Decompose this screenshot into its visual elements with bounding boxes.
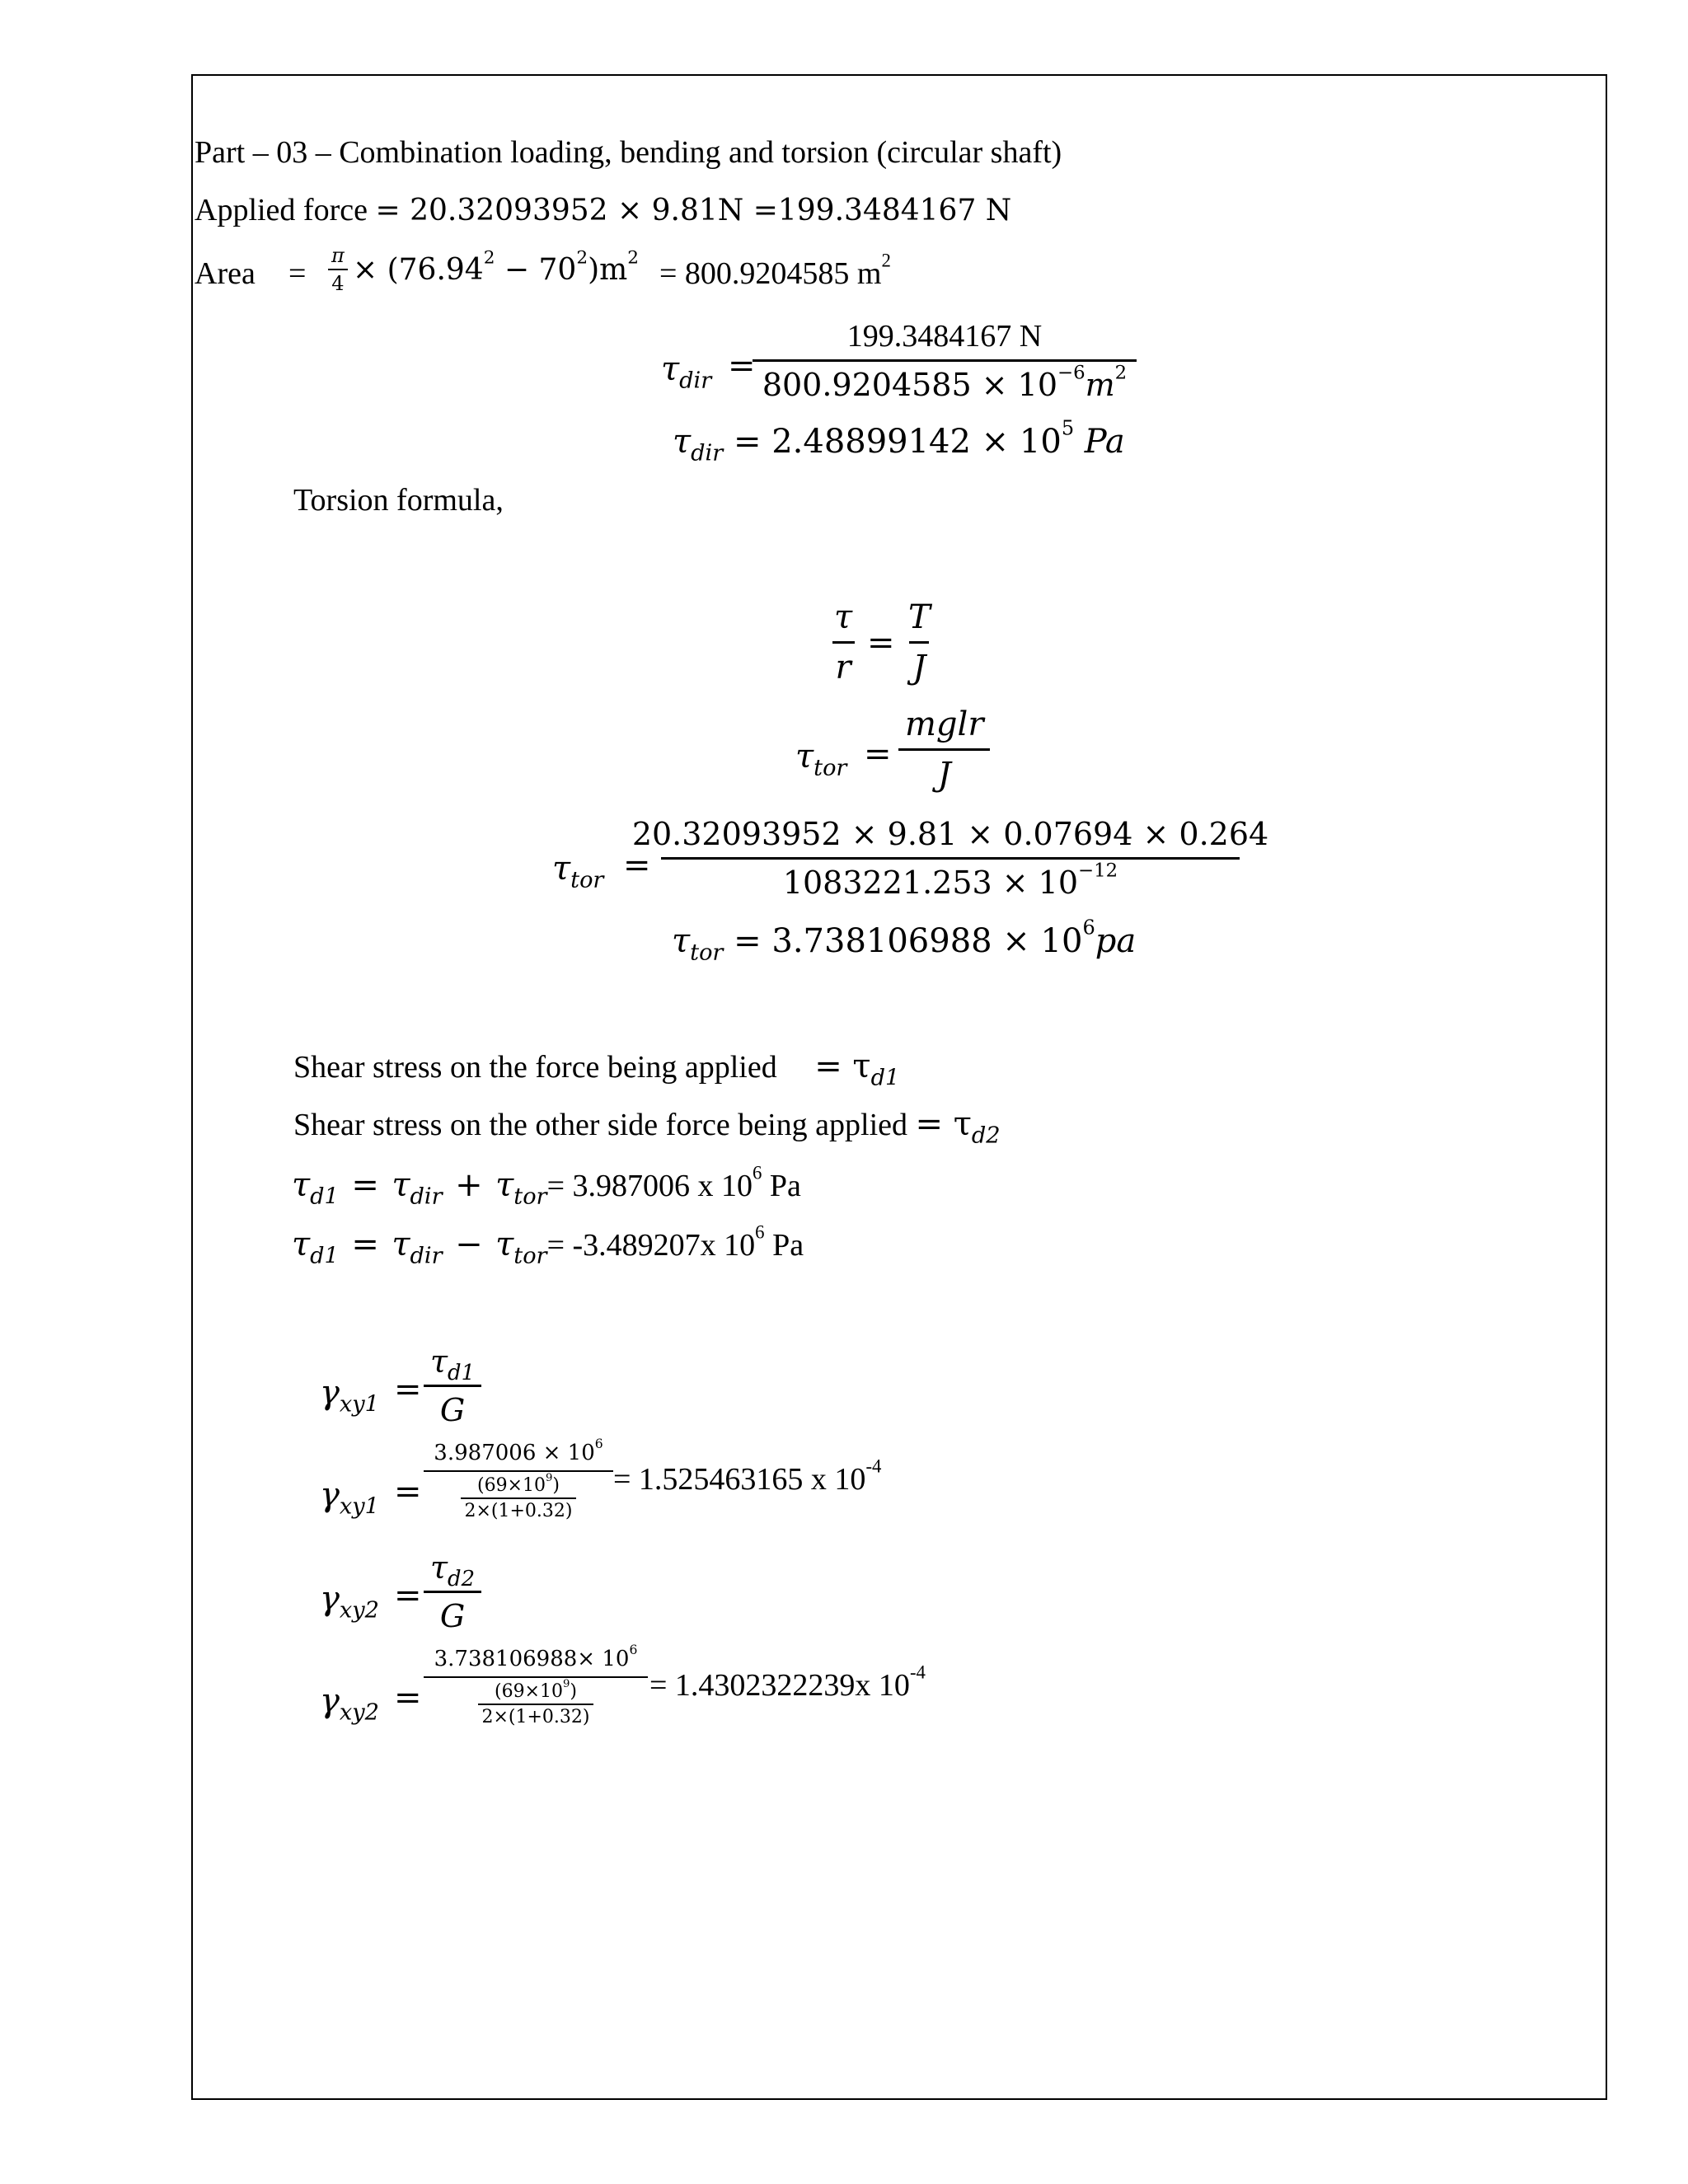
dir-subscript: dir — [410, 1183, 443, 1210]
area-result-text: = 800.9204585 m — [659, 256, 882, 291]
gamma-xy2-equals: = — [394, 1577, 422, 1615]
tau-tor-calc-numerator: 20.32093952 × 9.81 × 0.07694 × 0.264 — [631, 816, 1269, 852]
xy1-subscript: xy1 — [339, 1493, 379, 1520]
sum-value — [546, 1162, 801, 1203]
eq-tau: = τ — [814, 1047, 871, 1085]
gamma-xy1-calc-equals: = — [394, 1473, 422, 1511]
gamma-xy2-result — [649, 1661, 926, 1703]
shear-modulus-fraction — [461, 1472, 575, 1521]
sub-num-exp: 9 — [563, 1678, 570, 1691]
shear-line-2-eq — [915, 1105, 1001, 1149]
r-denominator: r — [832, 641, 855, 687]
tor-subscript: tor — [513, 1183, 547, 1210]
tau-tor — [495, 1226, 547, 1269]
area-sq1: 2 — [483, 247, 495, 269]
area-expr-a: × (76.94 — [353, 253, 484, 287]
applied-force-label: Applied force — [195, 193, 368, 227]
T-over-J-fraction — [905, 598, 934, 687]
tau-numerator: τ — [834, 598, 853, 636]
tor-subscript: tor — [570, 867, 604, 893]
equals: = — [351, 1226, 379, 1263]
area-label: Area — [195, 256, 256, 291]
sub-num-b: ) — [570, 1681, 577, 1702]
g1-num-a: 3.987006 × 10 — [434, 1441, 595, 1465]
tau-symbol: τ — [430, 1343, 448, 1380]
tau-symbol: τ — [392, 1166, 410, 1204]
tau-d2-over-G-fraction — [427, 1549, 478, 1634]
tau-dir-den-exp: −6 — [1057, 362, 1085, 384]
tau-tor-result-unit: pa — [1095, 922, 1137, 960]
tau-d2-numerator — [427, 1549, 478, 1591]
shear-modulus-num — [474, 1472, 563, 1497]
section-heading: Part – 03 – Combination loading, bending and torsion (circular shaft) — [195, 135, 1062, 170]
g2-result-exp: -4 — [909, 1661, 926, 1683]
area-equals: = — [288, 256, 307, 291]
tau-symbol: τ — [392, 1226, 410, 1263]
gamma-xy1-numerator — [430, 1436, 606, 1470]
tau-tor-result-a: = 3.738106988 × 10 — [734, 922, 1083, 960]
tau-tor-result-exp: 6 — [1082, 916, 1095, 940]
tau-d1-numerator — [427, 1343, 478, 1385]
gamma-xy1-lhs — [320, 1374, 379, 1418]
tau-tor-result — [672, 916, 1137, 966]
diff-value-text: = -3.489207x 10 — [546, 1228, 756, 1263]
diff-value — [546, 1221, 804, 1263]
diff-exponent: 6 — [755, 1221, 765, 1243]
tor-subscript: tor — [814, 755, 847, 781]
mglr-numerator: mglr — [905, 705, 984, 743]
tau-dir-denominator — [753, 359, 1137, 403]
g1-result-text: = 1.525463165 x 10 — [613, 1462, 866, 1497]
tor-subscript: tor — [513, 1243, 547, 1269]
dir-subscript: dir — [410, 1243, 443, 1269]
shear-modulus-den: 2×(1+0.32) — [478, 1704, 593, 1727]
shear-modulus-den: 2×(1+0.32) — [461, 1497, 575, 1521]
shear-modulus-num — [491, 1678, 580, 1704]
shear-line-1-text: Shear stress on the force being applied — [293, 1050, 777, 1085]
xy2-subscript: xy2 — [339, 1597, 379, 1624]
sub-num-a: (69×10 — [494, 1681, 563, 1702]
pi-over-4-fraction — [328, 244, 348, 295]
area-expr-b: − 70 — [495, 253, 577, 287]
tau-tor-calc-equals: = — [623, 846, 651, 884]
tau-dir-result-unit: Pa — [1074, 423, 1125, 461]
tau-dir-result-a: = 2.48899142 × 10 — [733, 423, 1062, 461]
sub-num-b: ) — [552, 1475, 560, 1496]
tau-dir-lhs — [661, 350, 712, 394]
d1-subscript: d1 — [310, 1243, 339, 1269]
J-denominator: J — [909, 641, 929, 687]
pi-symbol: π — [331, 244, 345, 267]
tau-dir-result — [673, 416, 1125, 466]
dir-subscript: dir — [679, 368, 712, 394]
G-denominator: G — [424, 1591, 481, 1634]
gamma-symbol: γ — [320, 1580, 340, 1618]
equals: = — [351, 1166, 379, 1204]
tor-subscript: tor — [690, 940, 724, 966]
tau-dir-result-exp: 5 — [1061, 416, 1075, 440]
tau-tor-lhs — [795, 738, 847, 781]
area-result — [659, 250, 891, 291]
d1-subscript: d1 — [870, 1065, 900, 1091]
area-sq3: 2 — [627, 247, 640, 269]
tau-symbol: τ — [292, 1166, 311, 1204]
tau-tor-calc-lhs — [552, 850, 604, 893]
g1-result-exp: -4 — [865, 1455, 882, 1477]
area-expr-c: )m — [588, 253, 628, 287]
sum-unit: Pa — [762, 1169, 801, 1203]
tau-dir-numerator: 199.3484167 N — [846, 319, 1043, 354]
tau-symbol: τ — [552, 850, 571, 888]
g2-num-exp: 6 — [629, 1642, 638, 1657]
sum-exponent: 6 — [753, 1162, 762, 1183]
gamma-xy2-lhs — [320, 1580, 379, 1624]
tau-symbol: τ — [430, 1549, 448, 1586]
tau-d1 — [292, 1166, 339, 1210]
gamma-xy2-denominator — [424, 1676, 648, 1727]
gamma-xy1-denominator — [424, 1470, 613, 1521]
sub-num-a: (69×10 — [476, 1475, 546, 1496]
tau-tor-calc-denominator — [661, 857, 1240, 901]
d2-subscript: d2 — [971, 1122, 1001, 1149]
minus-sign: − — [455, 1226, 483, 1263]
tau-symbol: τ — [661, 350, 680, 388]
shear-line-1 — [293, 1047, 900, 1091]
tau-tor-calc-fraction — [631, 816, 1269, 901]
tau-symbol: τ — [795, 738, 814, 776]
shear-line-2-text: Shear stress on the other side force being applied — [293, 1108, 907, 1142]
gamma-symbol: γ — [320, 1682, 340, 1720]
torsion-formula-label: Torsion formula, — [293, 483, 504, 518]
gamma-symbol: γ — [320, 1476, 340, 1514]
area-result-sq: 2 — [881, 250, 891, 271]
plus-sign: + — [455, 1166, 483, 1204]
applied-force-expression: = 20.32093952 × 9.81N =199.3484167 N — [375, 194, 1012, 227]
sub-num-exp: 9 — [546, 1472, 553, 1485]
tau-dir-den-a: 800.9204585 × 10 — [762, 367, 1058, 403]
tau-symbol: τ — [672, 922, 691, 960]
tau-dir — [392, 1226, 443, 1269]
tau-symbol: τ — [495, 1166, 514, 1204]
tau-d1-sum-line — [292, 1162, 801, 1210]
tau-dir-den-b: m — [1085, 367, 1115, 403]
gamma-xy1-calc-lhs — [320, 1476, 379, 1520]
applied-force-line — [195, 194, 1011, 226]
eq-tau: = τ — [915, 1105, 972, 1143]
shear-modulus-fraction — [478, 1678, 593, 1727]
tau-over-r-fraction — [831, 598, 856, 687]
area-sq2: 2 — [576, 247, 588, 269]
tau-symbol: τ — [673, 423, 692, 461]
tau-tor — [495, 1166, 547, 1210]
tau-tor-calc-den-a: 1083221.253 × 10 — [782, 865, 1079, 901]
d2-subscript: d2 — [448, 1567, 475, 1592]
area-expression — [353, 247, 640, 287]
g2-num-a: 3.738106988× 10 — [434, 1647, 630, 1671]
tau-dir — [392, 1166, 443, 1210]
tau-d1 — [292, 1226, 339, 1269]
gamma-xy2-calc-fraction — [427, 1642, 645, 1727]
gamma-xy2-calc-equals: = — [394, 1679, 422, 1717]
tau-tor-equals: = — [864, 735, 892, 773]
gamma-xy1-equals: = — [394, 1371, 422, 1408]
tau-d1-diff-line — [292, 1221, 804, 1269]
dir-subscript: dir — [691, 440, 724, 466]
diff-unit: Pa — [764, 1228, 804, 1263]
tau-tor-calc-den-exp: −12 — [1078, 860, 1118, 882]
gamma-xy2-numerator — [431, 1642, 641, 1676]
g2-result-text: = 1.4302322239x 10 — [649, 1668, 910, 1703]
gamma-xy1-result — [613, 1455, 882, 1497]
tau-symbol: τ — [495, 1226, 514, 1263]
tau-dir-equals: = — [728, 347, 756, 385]
gamma-xy2-calc-lhs — [320, 1682, 379, 1726]
xy2-subscript: xy2 — [339, 1699, 379, 1726]
T-numerator: T — [908, 598, 931, 636]
d1-subscript: d1 — [310, 1183, 339, 1210]
mglr-over-J-fraction — [902, 705, 987, 794]
torsion-equals: = — [867, 624, 895, 662]
tau-d1-over-G-fraction — [427, 1343, 478, 1428]
shear-line-2 — [293, 1105, 1001, 1149]
gamma-xy1-calc-fraction — [427, 1436, 610, 1521]
G-denominator: G — [424, 1385, 481, 1428]
g1-num-exp: 6 — [594, 1436, 603, 1451]
shear-line-1-eq — [814, 1047, 900, 1091]
gamma-symbol: γ — [320, 1374, 340, 1412]
tau-dir-den-sq: 2 — [1114, 362, 1128, 384]
four-denominator: 4 — [328, 269, 347, 295]
d1-subscript: d1 — [448, 1361, 475, 1386]
tau-symbol: τ — [292, 1226, 311, 1263]
tau-dir-fraction — [756, 318, 1133, 403]
xy1-subscript: xy1 — [339, 1391, 379, 1418]
J-denominator: J — [898, 748, 990, 794]
sum-value-text: = 3.987006 x 10 — [546, 1169, 753, 1203]
